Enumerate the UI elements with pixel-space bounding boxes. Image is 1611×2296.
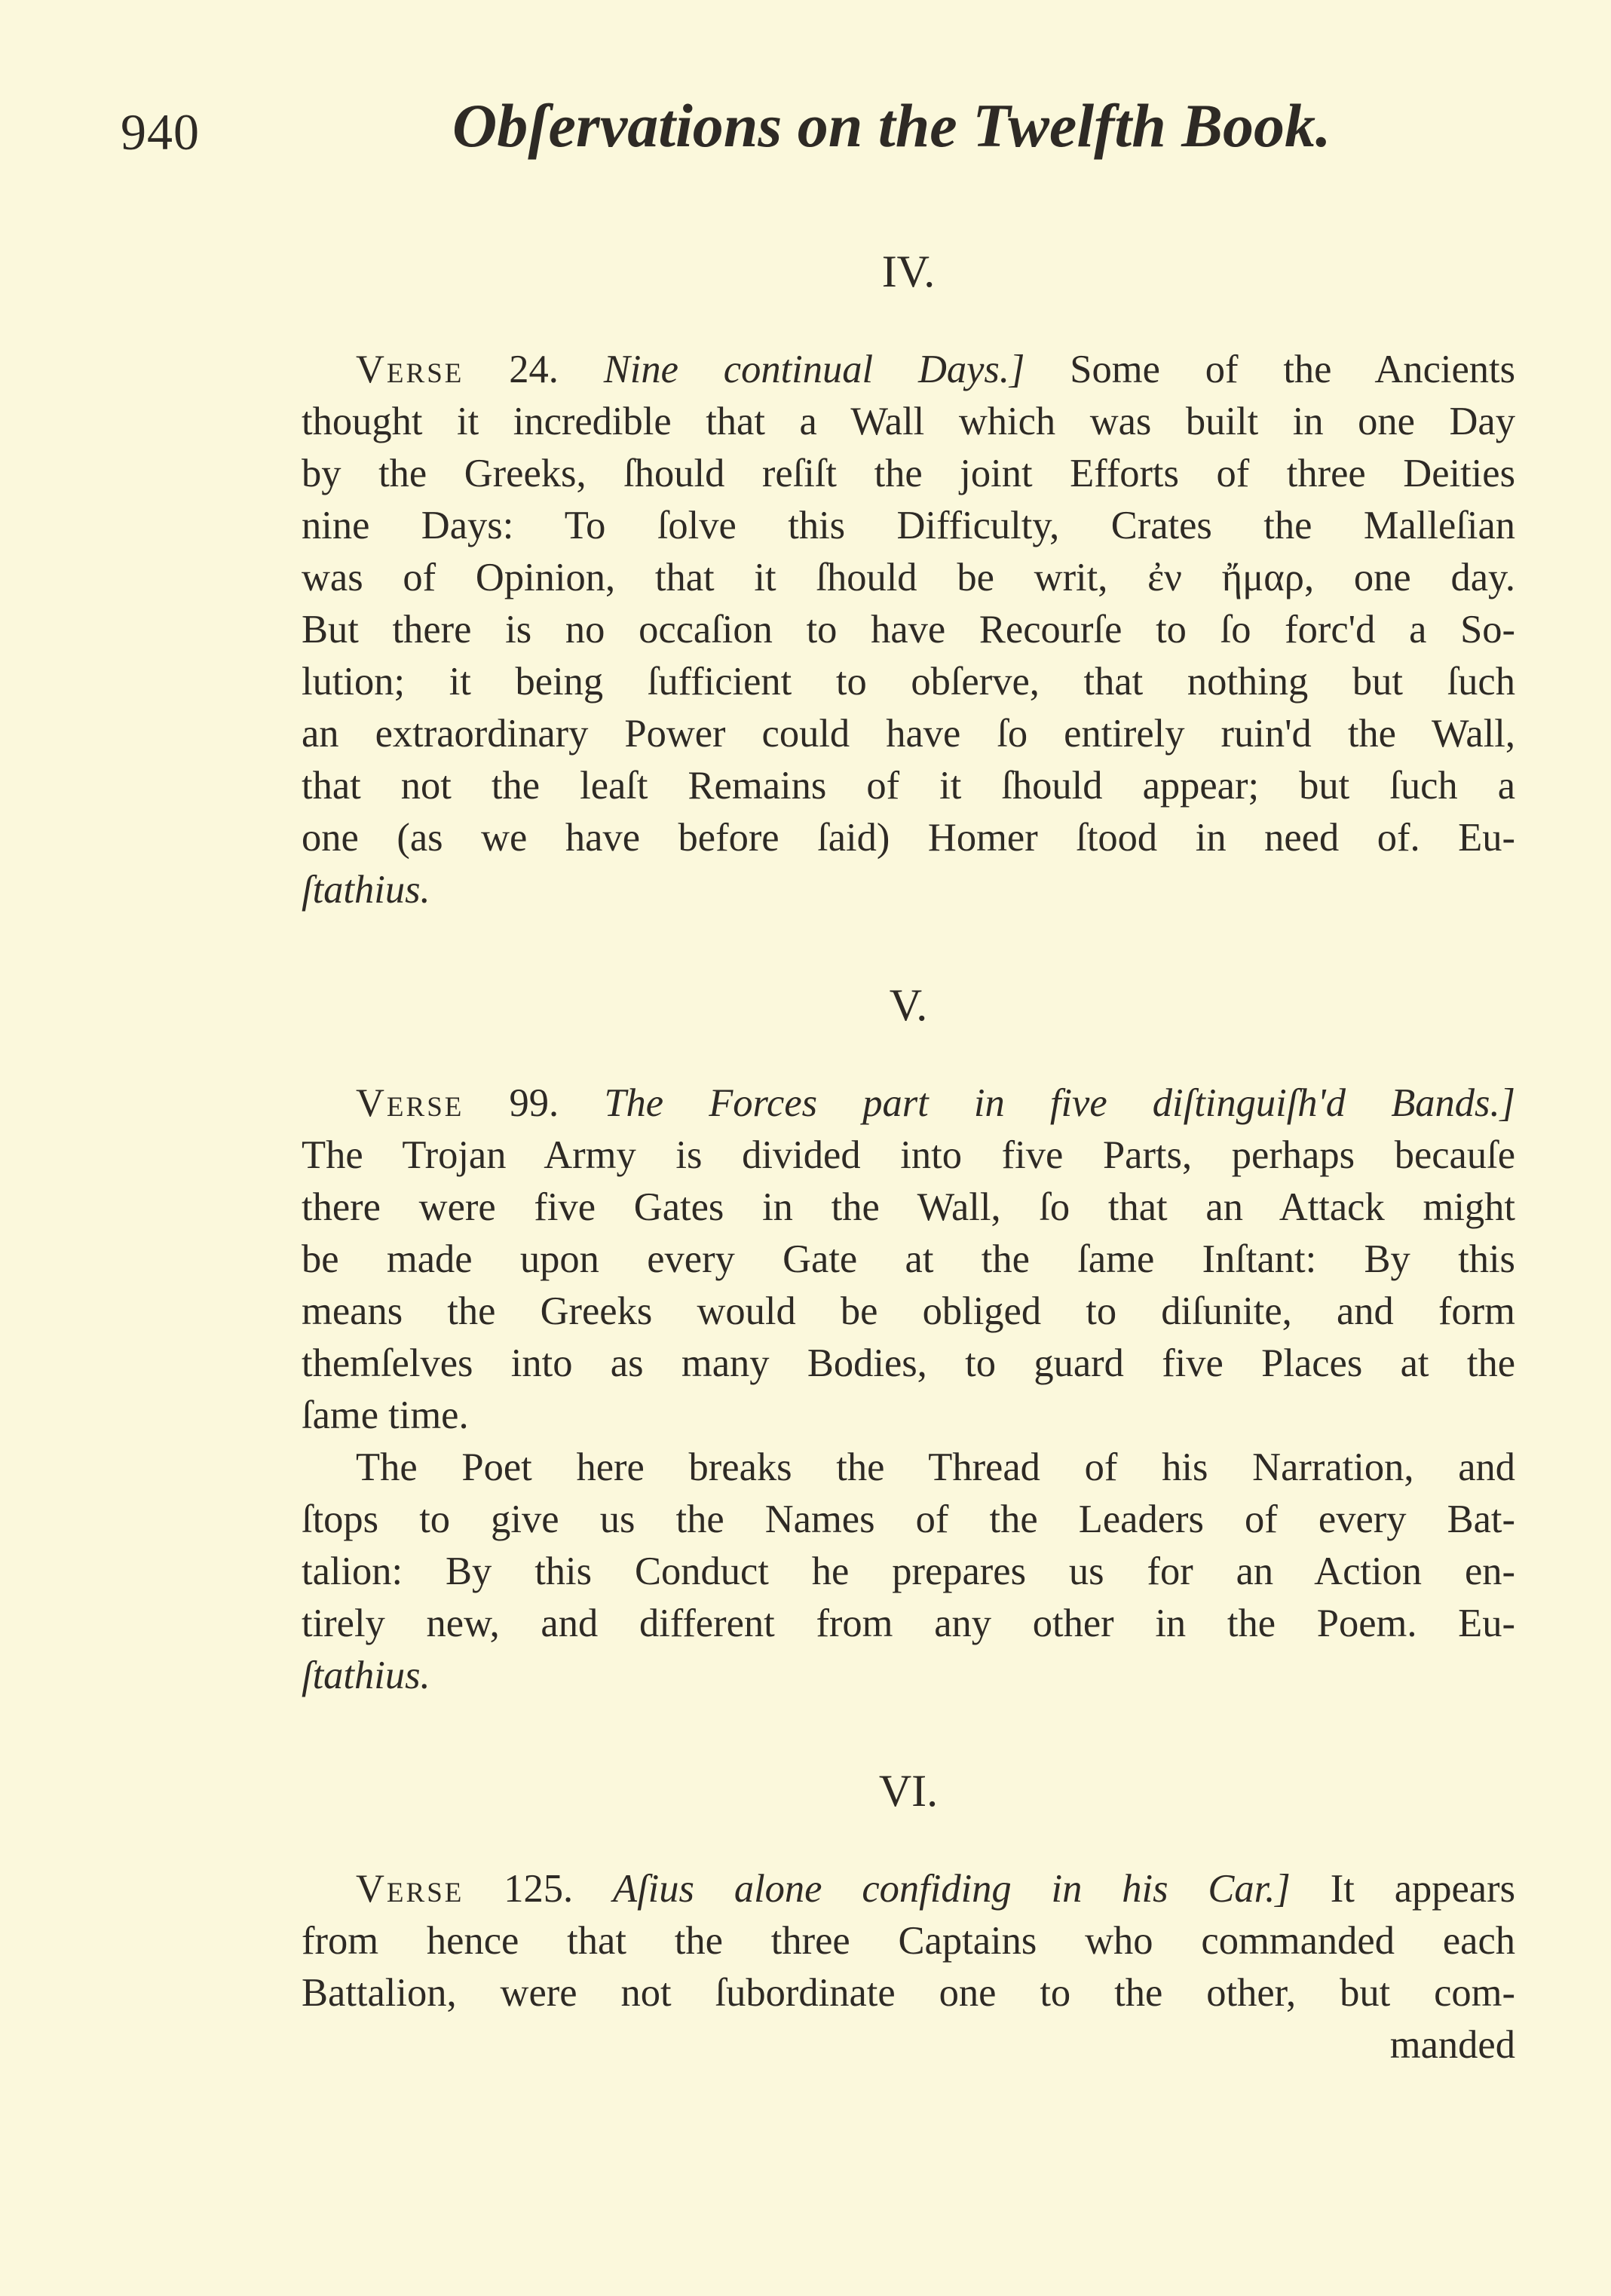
note-line: talion: By this Conduct he prepares us for an Action en- bbox=[302, 1550, 1515, 1593]
section-numeral-iv: IV. bbox=[881, 247, 936, 296]
note-line: nine Days: To ſolve this Difficulty, Crates the Malleſian bbox=[302, 504, 1515, 547]
note-line: means the Greeks would be obliged to diſunite, and form bbox=[302, 1289, 1515, 1333]
note-line: be made upon every Gate at the ſame Inſtant: By this bbox=[302, 1237, 1515, 1281]
note-line: The Trojan Army is divided into five Parts, perhaps becauſe bbox=[302, 1133, 1515, 1177]
note-line: thought it incredible that a Wall which was built in one Day bbox=[302, 400, 1515, 443]
verse-number: 24. bbox=[509, 348, 559, 391]
verse-number: 99. bbox=[509, 1081, 559, 1125]
section-numeral-v: V. bbox=[889, 980, 928, 1030]
page-header bbox=[121, 90, 1493, 166]
note-line bbox=[302, 344, 1515, 396]
lemma: Aſius alone confiding in his Car.] bbox=[613, 1867, 1291, 1911]
page-number: 940 bbox=[121, 103, 200, 161]
verse-label: Verse bbox=[356, 1867, 464, 1911]
note-line bbox=[302, 1077, 1515, 1130]
line-text: It appears bbox=[1330, 1867, 1516, 1911]
note-line bbox=[302, 1863, 1515, 1915]
section-numeral-vi: VI. bbox=[878, 1766, 939, 1816]
note-line: But there is no occaſion to have Recourſe to ſo forc'd a So- bbox=[302, 608, 1515, 651]
note-line: was of Opinion, that it ſhould be writ, ἐν ἤμαρ, one day. bbox=[302, 556, 1515, 599]
line-text: Some of the Ancients bbox=[1070, 348, 1516, 391]
note-line: an extraordinary Power could have ſo entirely ruin'd the Wall, bbox=[302, 712, 1515, 756]
note-line: from hence that the three Captains who commanded each bbox=[302, 1919, 1515, 1963]
note-line: ſtathius. bbox=[302, 1654, 430, 1697]
lemma: Nine continual Days.] bbox=[603, 348, 1025, 391]
note-line: there were five Gates in the Wall, ſo that an Attack might bbox=[302, 1185, 1515, 1229]
note-line: themſelves into as many Bodies, to guard five Places at the bbox=[302, 1341, 1515, 1385]
note-line: lution; it being ſufficient to obſerve, that nothing but ſuch bbox=[302, 660, 1515, 704]
note-line: that not the leaſt Remains of it ſhould appear; but ſuch a bbox=[302, 764, 1515, 808]
catchword: manded bbox=[1389, 2023, 1515, 2067]
note-line: ſtops to give us the Names of the Leaders of every Bat- bbox=[302, 1497, 1515, 1541]
running-title: Obſervations on the Twelfth Book. bbox=[452, 91, 1331, 160]
verse-label: Verse bbox=[356, 348, 464, 391]
note-line: ſtathius. bbox=[302, 868, 430, 912]
note-line: Battalion, were not ſubordinate one to the other, but com- bbox=[302, 1971, 1515, 2015]
note-line: tirely new, and different from any other in the Poem. Eu- bbox=[302, 1602, 1515, 1645]
note-line: ſame time. bbox=[302, 1393, 469, 1437]
lemma: The Forces part in five diſtinguiſh'd Bands.] bbox=[604, 1081, 1515, 1125]
commentary-text bbox=[302, 241, 1515, 2071]
note-line: The Poet here breaks the Thread of his Narration, and bbox=[356, 1445, 1515, 1489]
verse-label: Verse bbox=[356, 1081, 464, 1125]
note-line: by the Greeks, ſhould reſiſt the joint Efforts of three Deities bbox=[302, 452, 1515, 495]
verse-number: 125. bbox=[504, 1867, 574, 1911]
note-line: one (as we have before ſaid) Homer ſtood in need of. Eu- bbox=[302, 816, 1515, 860]
